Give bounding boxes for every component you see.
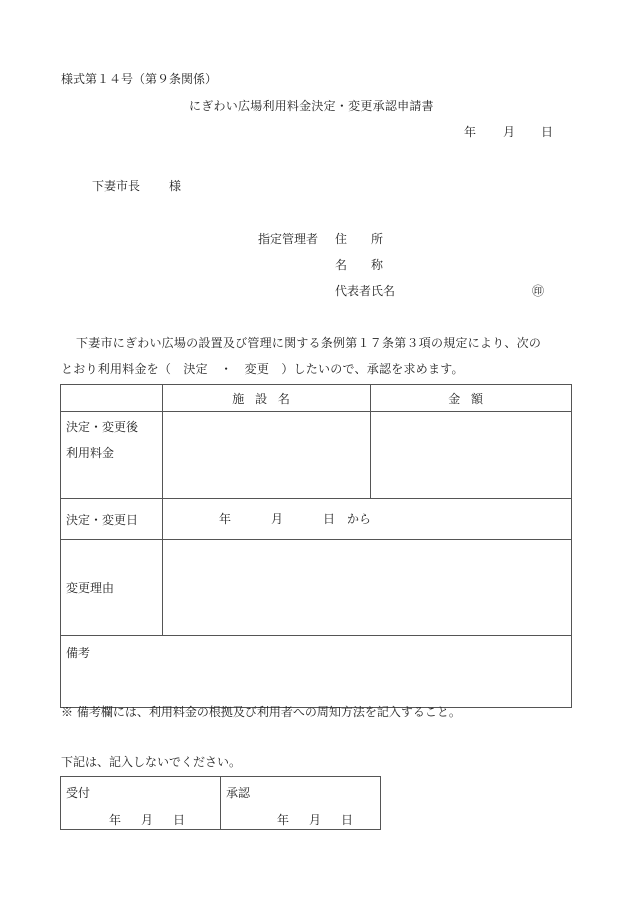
facility-name-field[interactable]: [163, 412, 371, 499]
approved-label: 承認: [226, 786, 251, 800]
reason-label-cell: 変更理由: [61, 540, 163, 636]
applicant-rep-label: 代表者氏名: [335, 284, 396, 298]
approved-date: [277, 811, 373, 828]
footnote: ※ 備考欄には、利用料金の根拠及び利用者への周知方法を記入すること。: [61, 705, 461, 719]
received-day: 日: [173, 813, 186, 827]
col-amount-header: 金額: [371, 385, 572, 412]
date-from: から: [347, 512, 372, 526]
addressee-honorific: 様: [169, 179, 182, 193]
fee-label-line-2: 利用料金: [66, 446, 115, 460]
note-label: 備考: [66, 646, 91, 660]
seal-mark: ㊞: [532, 284, 545, 298]
approved-day: 日: [341, 813, 354, 827]
received-cell: [61, 777, 221, 830]
approved-month: 月: [309, 813, 322, 827]
office-use-note: 下記は、記入しないでください。: [61, 755, 242, 769]
note-field[interactable]: [61, 636, 572, 708]
header-year: 年: [464, 125, 477, 139]
received-date: [109, 811, 205, 828]
office-use-table: [60, 776, 381, 830]
applicant-address-label: 住 所: [335, 232, 384, 246]
form-title: にぎわい広場利用料金決定・変更承認申請書: [189, 99, 434, 113]
date-month: 月: [271, 512, 284, 526]
date-field[interactable]: [163, 499, 572, 540]
date-label-cell: 決定・変更日: [61, 499, 163, 540]
approved-cell: [221, 777, 381, 830]
header-day: 日: [541, 125, 554, 139]
applicant-role: 指定管理者: [258, 232, 319, 246]
col-facility-header: 施設名: [163, 385, 371, 412]
form-number: 様式第１４号（第９条関係）: [61, 72, 218, 86]
body-line-2: とおり利用料金を（ 決定 ・ 変更 ）したいので、承認を求めます。: [61, 362, 464, 376]
received-label: 受付: [66, 786, 91, 800]
applicant-name-label: 名 称: [335, 258, 384, 272]
date-year: 年: [219, 512, 232, 526]
application-table: [60, 384, 572, 708]
date-day: 日: [323, 512, 336, 526]
received-year: 年: [109, 813, 122, 827]
body-line-1: 下妻市にぎわい広場の設置及び管理に関する条例第１７条第３項の規定により、次の: [76, 336, 542, 350]
reason-field[interactable]: [163, 540, 572, 636]
fee-label-line-1: 決定・変更後: [66, 420, 139, 434]
header-blank-cell: [61, 385, 163, 412]
amount-field[interactable]: [371, 412, 572, 499]
fee-label-cell: [61, 412, 163, 499]
received-month: 月: [141, 813, 154, 827]
addressee-name: 下妻市長: [92, 179, 141, 193]
header-month: 月: [503, 125, 516, 139]
approved-year: 年: [277, 813, 290, 827]
